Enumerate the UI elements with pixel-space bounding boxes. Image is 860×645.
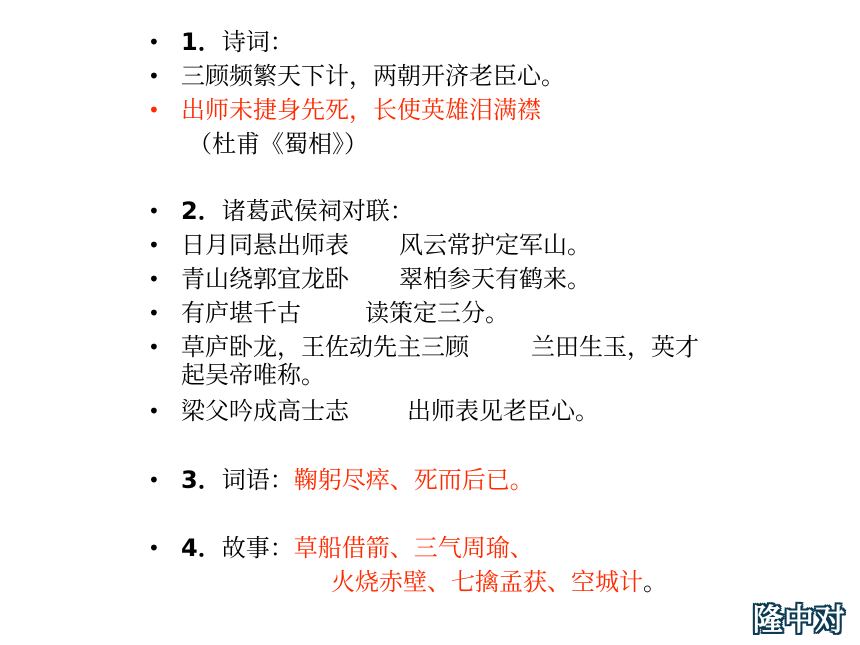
footer-title: 隆中对: [753, 603, 846, 638]
couplet-1-left: 日月同悬出师表: [181, 231, 349, 259]
section4-label: 故事：: [221, 534, 294, 562]
couplet-4-wrap: 起吴帝唯称。: [181, 361, 325, 389]
couplet-4-right: 兰田生玉，英才: [531, 333, 699, 361]
section4-line2: [331, 567, 667, 597]
bullet: •: [148, 335, 160, 359]
poem-line-1-text: 三顾频繁天下计，两朝开济老臣心。: [181, 62, 565, 90]
bullet: •: [148, 536, 160, 560]
bullet: •: [148, 399, 160, 423]
couplet-3-left: 有庐堪千古: [181, 299, 301, 327]
bullet: •: [148, 30, 160, 54]
bullet: •: [148, 98, 160, 122]
section4-number: 4．: [181, 534, 222, 562]
couplet-5-right: 出师表见老臣心。: [407, 397, 599, 425]
bullet: •: [148, 64, 160, 88]
bullet: •: [148, 468, 160, 492]
couplet-1-right: 风云常护定军山。: [399, 231, 591, 259]
section2-label: 诸葛武侯祠对联：: [221, 197, 414, 225]
couplet-4-left: 草庐卧龙，王佐动先主三顾: [181, 333, 469, 361]
section4-stories-2: 火烧赤壁、七擒孟获、空城计: [331, 568, 643, 596]
couplet-5-left: 梁父吟成高士志: [181, 397, 349, 425]
section3-number: 3．: [181, 466, 222, 494]
poem-attribution: （杜甫《蜀相》）: [188, 130, 368, 158]
bullet: •: [148, 199, 160, 223]
section4-line2-end: 。: [643, 568, 667, 596]
section3-label: 词语：: [221, 466, 294, 494]
section2-number: 2．: [181, 197, 222, 225]
section1-label: 诗词：: [221, 28, 294, 56]
section1-number: 1．: [181, 28, 222, 56]
bullet: •: [148, 233, 160, 257]
couplet-2-left: 青山绕郭宜龙卧: [181, 265, 349, 293]
bullet: •: [148, 267, 160, 291]
poem-line-2-text: 出师未捷身先死，长使英雄泪满襟: [181, 96, 541, 124]
couplet-3-right: 读策定三分。: [365, 299, 509, 327]
bullet: •: [148, 301, 160, 325]
section4-stories-1: 草船借箭、三气周瑜、: [293, 534, 534, 562]
couplet-2-right: 翠柏参天有鹤来。: [399, 265, 591, 293]
section3-value: 鞠躬尽瘁、死而后已。: [293, 466, 534, 494]
